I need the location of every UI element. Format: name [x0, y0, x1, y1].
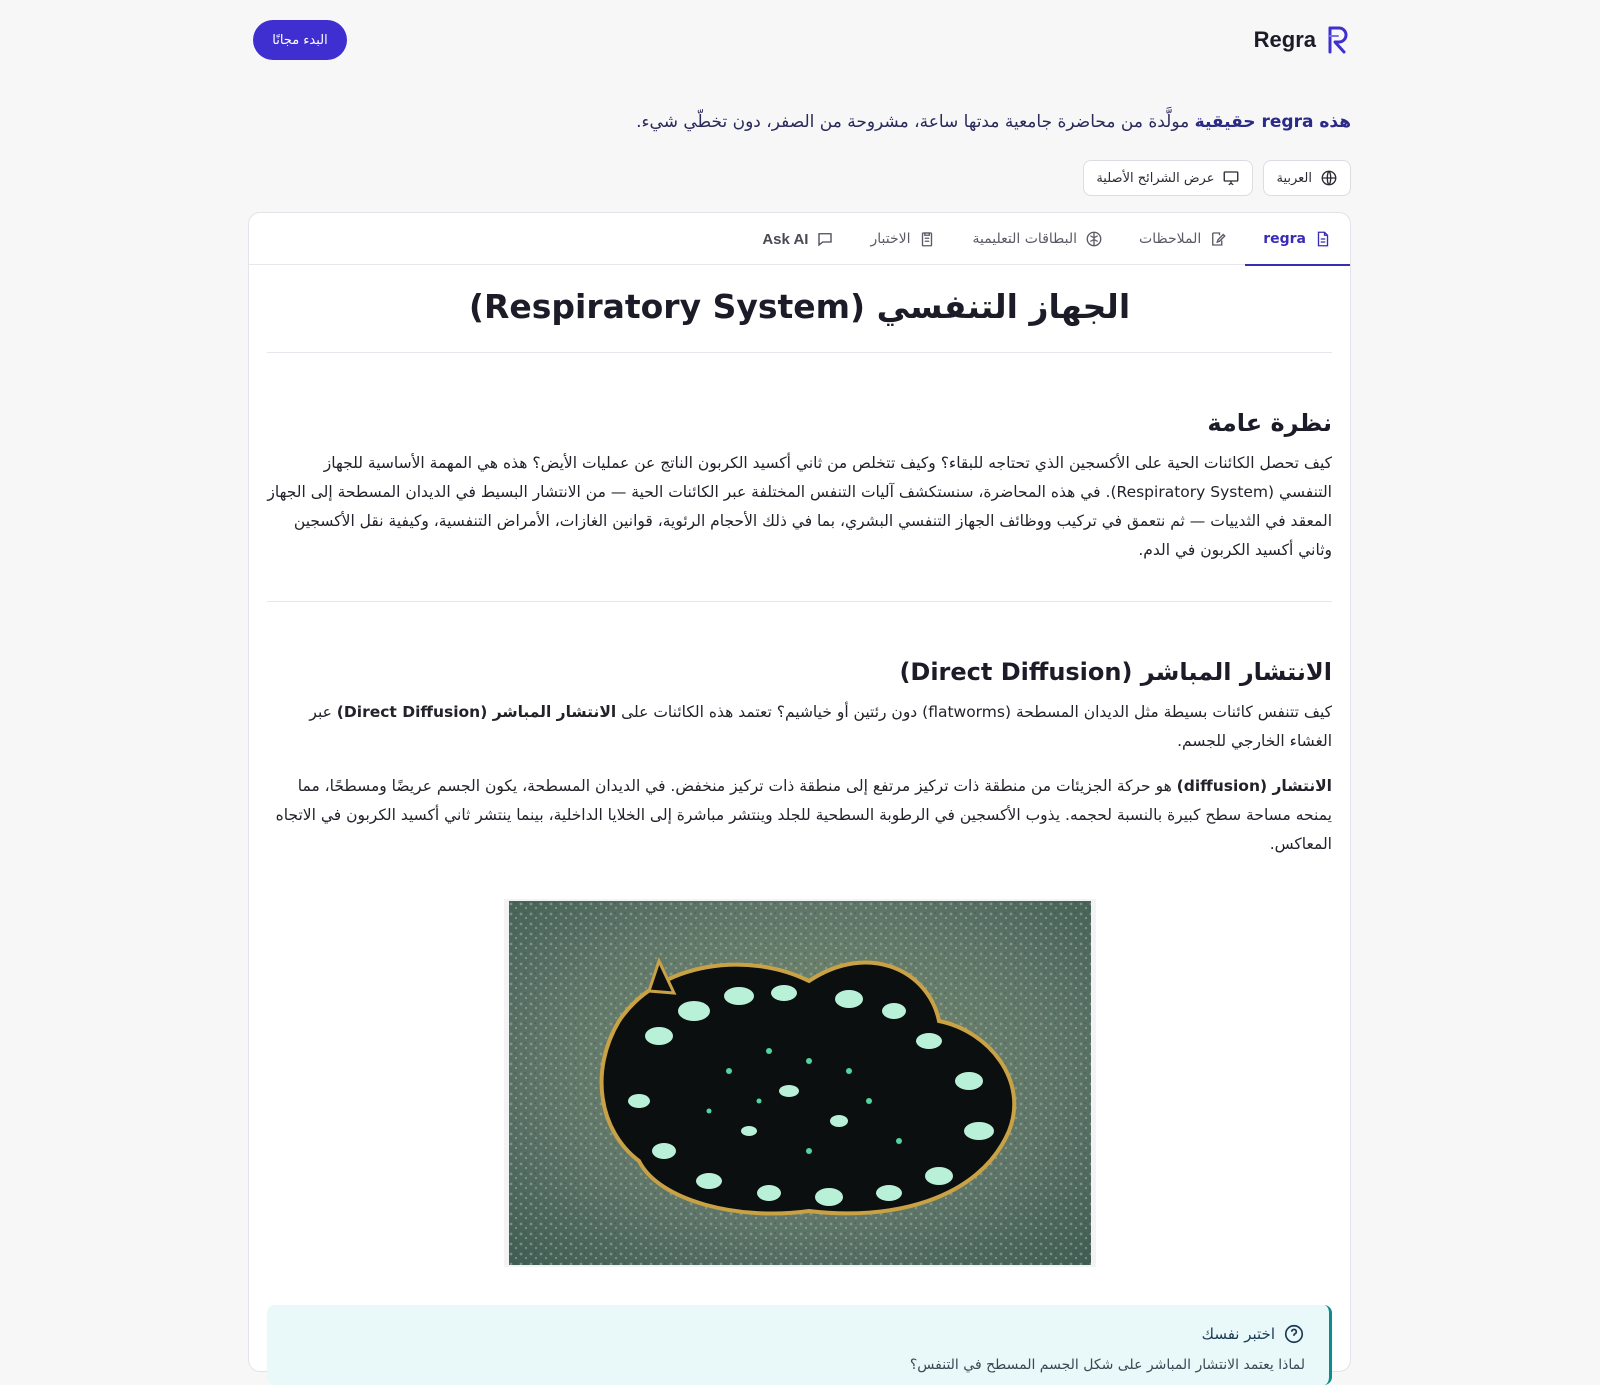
regra-logo-icon: [1326, 26, 1350, 54]
section-body-overview: كيف تحصل الكائنات الحية على الأكسجين الذي تحتاجه للبقاء؟ وكيف تتخلص من ثاني أكسيد الكربون الناتج عن عمليات الأيض؟ هذه هي المهمة الأساسية للجهاز التنفسي (Respiratory System). في هذه المحاضرة، سنستكشف آليات التنفس المختلفة عبر الكائنات الحية — من الانتشار البسيط في الديدان المسطحة إلى الجهاز المعقد في الثدييات — ثم نتعمق في تركيب ووظائف الجهاز التنفسي البشري، بما في ذلك الأحجام الرئوية، قوانين الغازات، الأمراض التنفسية، وكيفية نقل الأكسجين وثاني أكسيد الكربون في الدم.: [267, 454, 1332, 559]
controls-row: [1083, 160, 1351, 196]
view-original-slides-button[interactable]: [1083, 160, 1253, 196]
self-test-callout[interactable]: [267, 1305, 1332, 1385]
tab-notes[interactable]: [1121, 213, 1245, 265]
tab-quiz-label: الاختبار: [870, 231, 911, 247]
help-circle-icon: [1283, 1323, 1305, 1345]
section-divider: [267, 601, 1332, 602]
edit-note-icon: [1209, 230, 1227, 248]
tab-regra[interactable]: [1245, 213, 1350, 265]
intro-part1: هذه: [1313, 112, 1351, 132]
language-label: العربية: [1276, 170, 1312, 186]
intro-brand: regra: [1261, 112, 1314, 132]
section-paragraph-2: [267, 772, 1332, 859]
top-bar: [253, 20, 1350, 60]
start-free-button[interactable]: البدء مجانًا: [253, 20, 347, 60]
flatworm-image: [504, 899, 1096, 1267]
page-title: الجهاز التنفسي (Respiratory System): [267, 265, 1332, 353]
globe-icon: [1320, 169, 1338, 187]
clipboard-icon: [918, 230, 936, 248]
tab-quiz[interactable]: [852, 213, 954, 265]
section-heading-overview: نظرة عامة: [1207, 409, 1332, 437]
section-paragraph-1: [267, 698, 1332, 756]
tab-flashcards-label: البطاقات التعليمية: [972, 231, 1078, 247]
brand[interactable]: [1254, 26, 1350, 54]
p2-a: الانتشار (diffusion): [1176, 777, 1332, 795]
document-icon: [1314, 230, 1332, 248]
section-heading-direct-diffusion: الانتشار المباشر (Direct Diffusion): [899, 658, 1332, 686]
language-selector[interactable]: [1263, 160, 1351, 196]
p1-c: عبر الغشاء الخارجي للجسم.: [309, 703, 1332, 750]
presentation-icon: [1222, 169, 1240, 187]
p2-b: هو حركة الجزيئات من منطقة ذات تركيز مرتفع إلى منطقة ذات تركيز منخفض. في الديدان المسطحة، يكون الجسم عريضًا ومسطحًا، مما يمنحه مساحة سطح كبيرة بالنسبة لحجمه. يذوب الأكسجين في الرطوبة السطحية للجلد وينتشر مباشرة إلى الخلايا الداخلية، بينما ينتشر ثاني أكسيد الكربون في الاتجاه المعاكس.: [275, 777, 1332, 853]
tab-ask-ai-label: Ask AI: [762, 230, 809, 248]
tab-notes-label: الملاحظات: [1139, 231, 1202, 247]
tab-flashcards[interactable]: [954, 213, 1121, 265]
brand-name: Regra: [1253, 27, 1316, 52]
self-test-title: اختبر نفسك: [1201, 1325, 1275, 1343]
self-test-question: لماذا يعتمد الانتشار المباشر على شكل الجسم المسطح في التنفس؟: [909, 1357, 1305, 1373]
brain-icon: [1085, 230, 1103, 248]
content-card: [248, 212, 1351, 1372]
p1-a: كيف تتنفس كائنات بسيطة مثل الديدان المسطحة (flatworms) دون رئتين أو خياشيم؟ تعتمد هذه الكائنات على: [616, 703, 1332, 721]
article: [249, 265, 1350, 1385]
tab-regra-label: regra: [1263, 231, 1306, 247]
flatworm-photo: [509, 901, 1091, 1265]
p1-b: الانتشار المباشر (Direct Diffusion): [336, 703, 617, 721]
intro-part2: حقيقية: [1194, 112, 1262, 132]
tab-bar: [249, 213, 1350, 265]
self-test-header: [291, 1323, 1305, 1345]
chat-icon: [816, 230, 834, 248]
intro-part3: مولَّدة من محاضرة جامعية مدتها ساعة، مشروحة من الصفر، دون تخطّي شيء.: [636, 112, 1195, 132]
intro-text: [351, 108, 1351, 136]
tab-ask-ai[interactable]: [744, 213, 852, 265]
slides-label: عرض الشرائح الأصلية: [1096, 170, 1215, 186]
